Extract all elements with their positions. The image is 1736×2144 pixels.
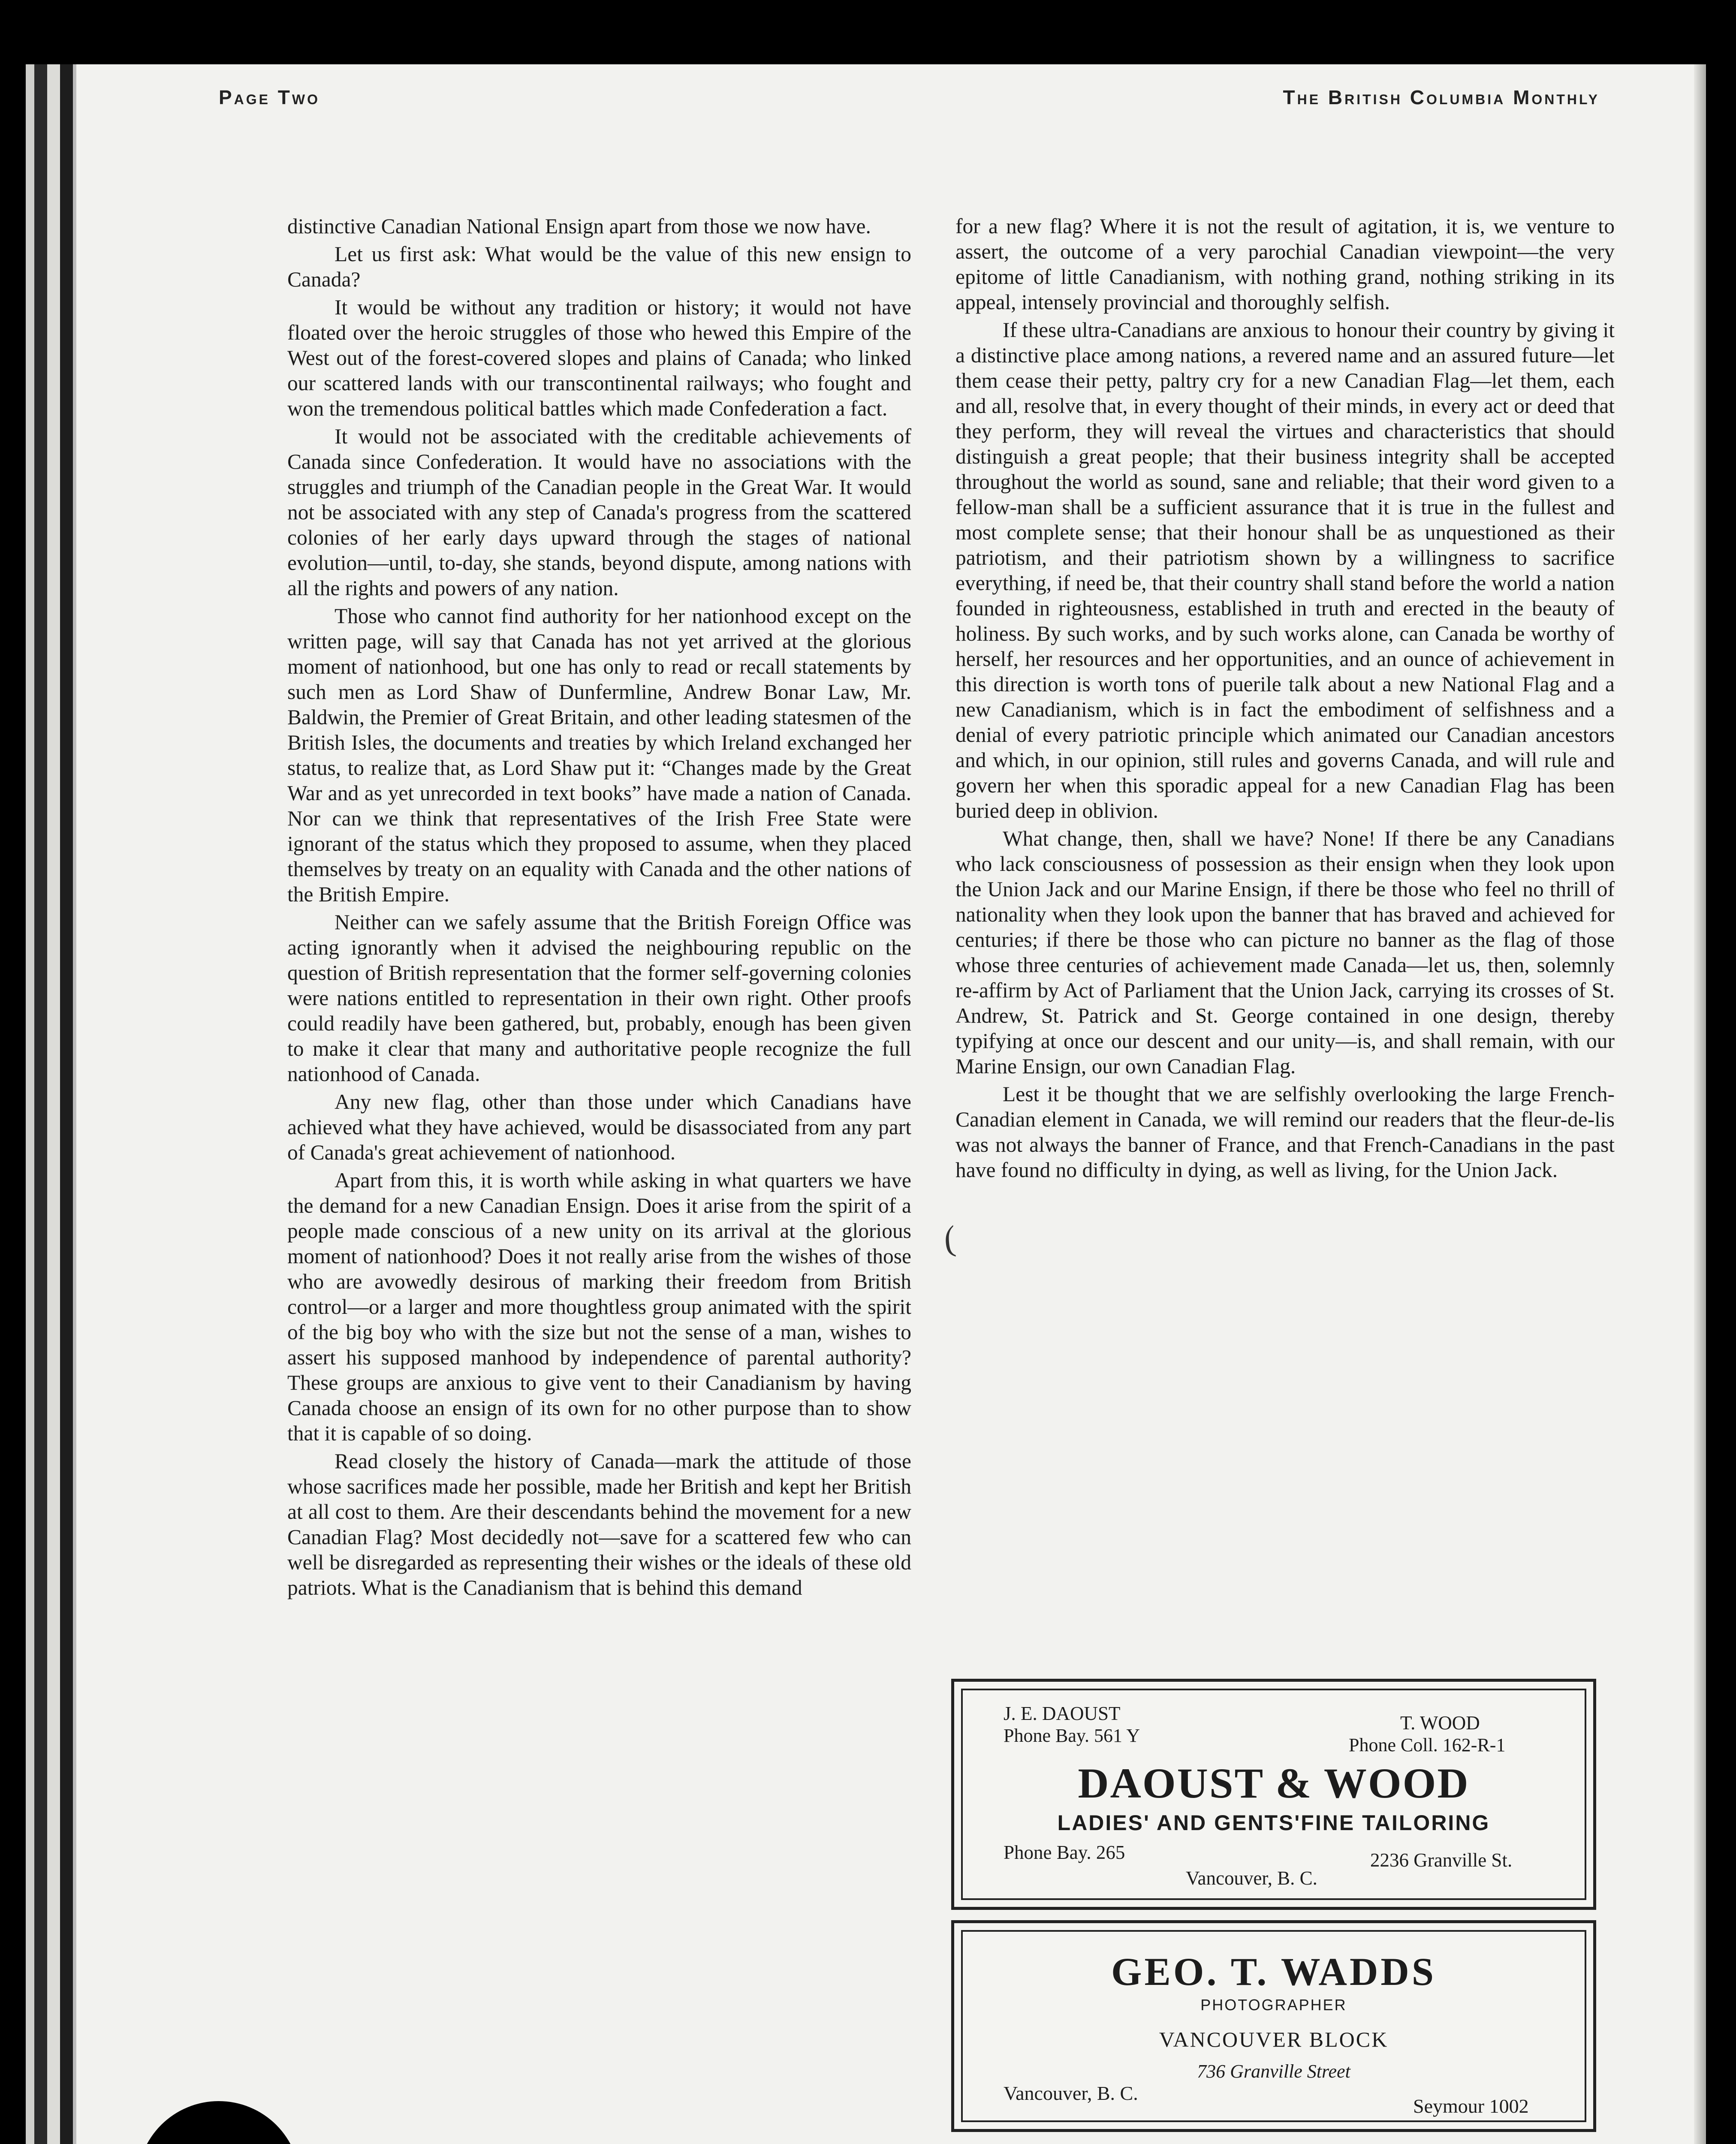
ad-phone-left: Phone Bay. 561 Y <box>1004 1725 1140 1746</box>
running-header <box>219 86 1600 111</box>
ad-person-left: J. E. DAOUST <box>1004 1703 1121 1724</box>
ad-city: Vancouver, B. C. <box>1004 2082 1138 2104</box>
ad-shop-phone: Phone Bay. 265 <box>1004 1842 1125 1863</box>
paragraph: What change, then, shall we have? None! If there be any Canadians who lack consciousness of possession as their ensign when they look upon the Union Jack and our Marine Ensign, if there be those who feel no thrill of nationality when they look upon the banner that has braved and achieved for centuries; if there be those who can picture no banner as the flag of those whose three centuries of achievement made Canada—let us, then, solemnly re-affirm by Act of Parliament that the Union Jack, carrying its crosses of St. Andrew, St. Patrick and St. George contained in one design, thereby typifying at once our descent and our unity—is, and shall remain, with our Marine Ensign, our own Canadian Flag. <box>955 827 1615 1078</box>
ad-trade: LADIES' AND GENTS'FINE TAILORING <box>1057 1811 1490 1835</box>
ad-inner-border <box>961 1930 1586 2122</box>
page-label: Page Two <box>219 86 320 108</box>
right-column <box>955 214 1615 1185</box>
paragraph: Those who cannot find authority for her nationhood except on the written page, will say that Canada has not yet arrived at the glorious moment of nationhood, but one has only to read or recall statements by such men as Lord Shaw of Dunfermline, Andrew Bonar Law, Mr. Baldwin, the Premier of Great Britain, and other leading statesmen of the British Isles, the documents and treaties by which Ireland exchanged her status, to realize that, as Lord Shaw put it: “Changes made by the Great War and as yet unrecorded in text books” have made a nation of Canada. Nor can we think that representatives of the Irish Free State were ignorant of the status which they proposed to assume, when they placed themselves by treaty on an equality with Canada and the other nations of the British Empire. <box>287 604 911 906</box>
paragraph: for a new flag? Where it is not the result of agitation, it is, we venture to assert, the outcome of a very parochial Canadian viewpoint—the very epitome of little Canadianism, with nothing grand, nothing striking in its appeal, intensely provincial and thoroughly selfish. <box>955 214 1615 314</box>
paragraph: Lest it be thought that we are selfishly overlooking the large French-Canadian element in Canada, we will remind our readers that the fleur-de-lis was not always the banner of France, and that French-Canadians in the past have found no difficulty in dying, as well as living, for the Union Jack. <box>955 1082 1615 1182</box>
ad-street: 736 Granville Street <box>1197 2061 1350 2082</box>
left-column <box>287 214 911 1603</box>
margin-pencil-mark: ( <box>938 1220 960 1259</box>
advertisement-wadds <box>951 1920 1596 2132</box>
paragraph: It would be without any tradition or history; it would not have floated over the heroic struggles of those who hewed this Empire of the West out of the forest-covered slopes and plains of Canada; who linked our scattered lands with our transcontinental railways; who fought and won the tremendous political battles which made Confederation a fact. <box>287 295 911 420</box>
paragraph: Any new flag, other than those under which Canadians have achieved what they have achieved, would be disassociated from any part of Canada's great achievement of nationhood. <box>287 1090 911 1164</box>
paragraph: distinctive Canadian National Ensign apart from those we now have. <box>287 214 871 238</box>
advertisement-daoust-wood <box>951 1679 1596 1910</box>
paragraph: Apart from this, it is worth while asking in what quarters we have the demand for a new Canadian Ensign. Does it arise from the spirit of a people made conscious of a new unity on its arrival at the glorious moment of nationhood? Does it not really arise from the wishes of those who are avowedly desirous of marking their freedom from British control—or a larger and more thoughtless group animated with the spirit of the big boy who with the size but not the sense of a man, wishes to assert his supposed manhood by independence of parental authority? These groups are anxious to give vent to their Canadianism by having Canada choose an ensign of its own for no other purpose than to show that it is capable of so doing. <box>287 1168 911 1445</box>
paragraph: Neither can we safely assume that the British Foreign Office was acting ignorantly when it advised the neighbouring republic on the question of British representation that the former self-governing colonies were nations entitled to representation in their own right. Other proofs could readily have been gathered, but, probably, enough has been given to make it clear that many and authoritative people recognize the full nationhood of Canada. <box>287 910 911 1086</box>
ad-city: Vancouver, B. C. <box>1186 1867 1317 1889</box>
ad-inner-border <box>961 1689 1586 1900</box>
ad-person-right: T. WOOD <box>1400 1712 1480 1734</box>
page-edge <box>1694 64 1706 2144</box>
ad-firm-name: DAOUST & WOOD <box>1078 1759 1470 1807</box>
paragraph: Let us first ask: What would be the value of this new ensign to Canada? <box>287 242 911 291</box>
ad-phone-right: Phone Coll. 162-R-1 <box>1349 1734 1506 1756</box>
ad-photographer-name: GEO. T. WADDS <box>1111 1950 1436 1993</box>
ad-phone: Seymour 1002 <box>1413 2095 1529 2117</box>
paragraph: It would not be associated with the creditable achievements of Canada since Confederation. It would have no associations with the struggles and triumph of the Canadian people in the Great War. It would not be associated with any step of Canada's progress from the scattered colonies of her early days upward through the stages of national evolution—until, to-day, she stands, beyond dispute, among nations with all the rights and powers of any nation. <box>287 425 911 600</box>
paragraph: Read closely the history of Canada—mark the attitude of those whose sacrifices made her possible, made her British and kept her British at all cost to them. Are their descendants behind the movement for a new Canadian Flag? Most decidedly not—save for a scattered few who can well be disregarded as representing their wishes or the ideals of these old patriots. What is the Canadianism that is behind this demand <box>287 1449 911 1599</box>
ad-building: VANCOUVER BLOCK <box>1159 2027 1389 2051</box>
ad-address: 2236 Granville St. <box>1370 1849 1513 1871</box>
paragraph: If these ultra-Canadians are anxious to honour their country by giving it a distinctive place among nations, a revered name and an assured future—let them cease their petty, paltry cry for a new Canadian Flag—let them, each and all, resolve that, in every thought of their minds, in every act or deed that they perform, they will reveal the virtues and characteristics that should distinguish a great people; that their business integrity shall be accepted throughout the world as sound, sane and reliable; that their word given to a fellow-man shall be a sufficient assurance that it is true in the fullest and most complete sense; that their honour shall be as unquestioned as their patriotism, and their patriotism shown by a willingness to sacrifice everything, if need be, that their country shall stand before the world a nation founded in righteousness, established in truth and erected in the beauty of holiness. By such works, and by such works alone, can Canada be worthy of herself, her resources and her opportunities, and an ounce of achievement in this direction is worth tons of puerile talk about a new National Flag and a new Canadianism, which is in fact the embodiment of selfishness and a denial of every patriotic principle which animated our Canadian ancestors and which, in our opinion, still rules and governs Canada, and will rule and govern her when this sporadic appeal for a new Canadian Flag has been buried deep in oblivion. <box>955 318 1615 822</box>
ad-trade: PHOTOGRAPHER <box>1200 1996 1347 2014</box>
publication-title: The British Columbia Monthly <box>1283 86 1600 108</box>
